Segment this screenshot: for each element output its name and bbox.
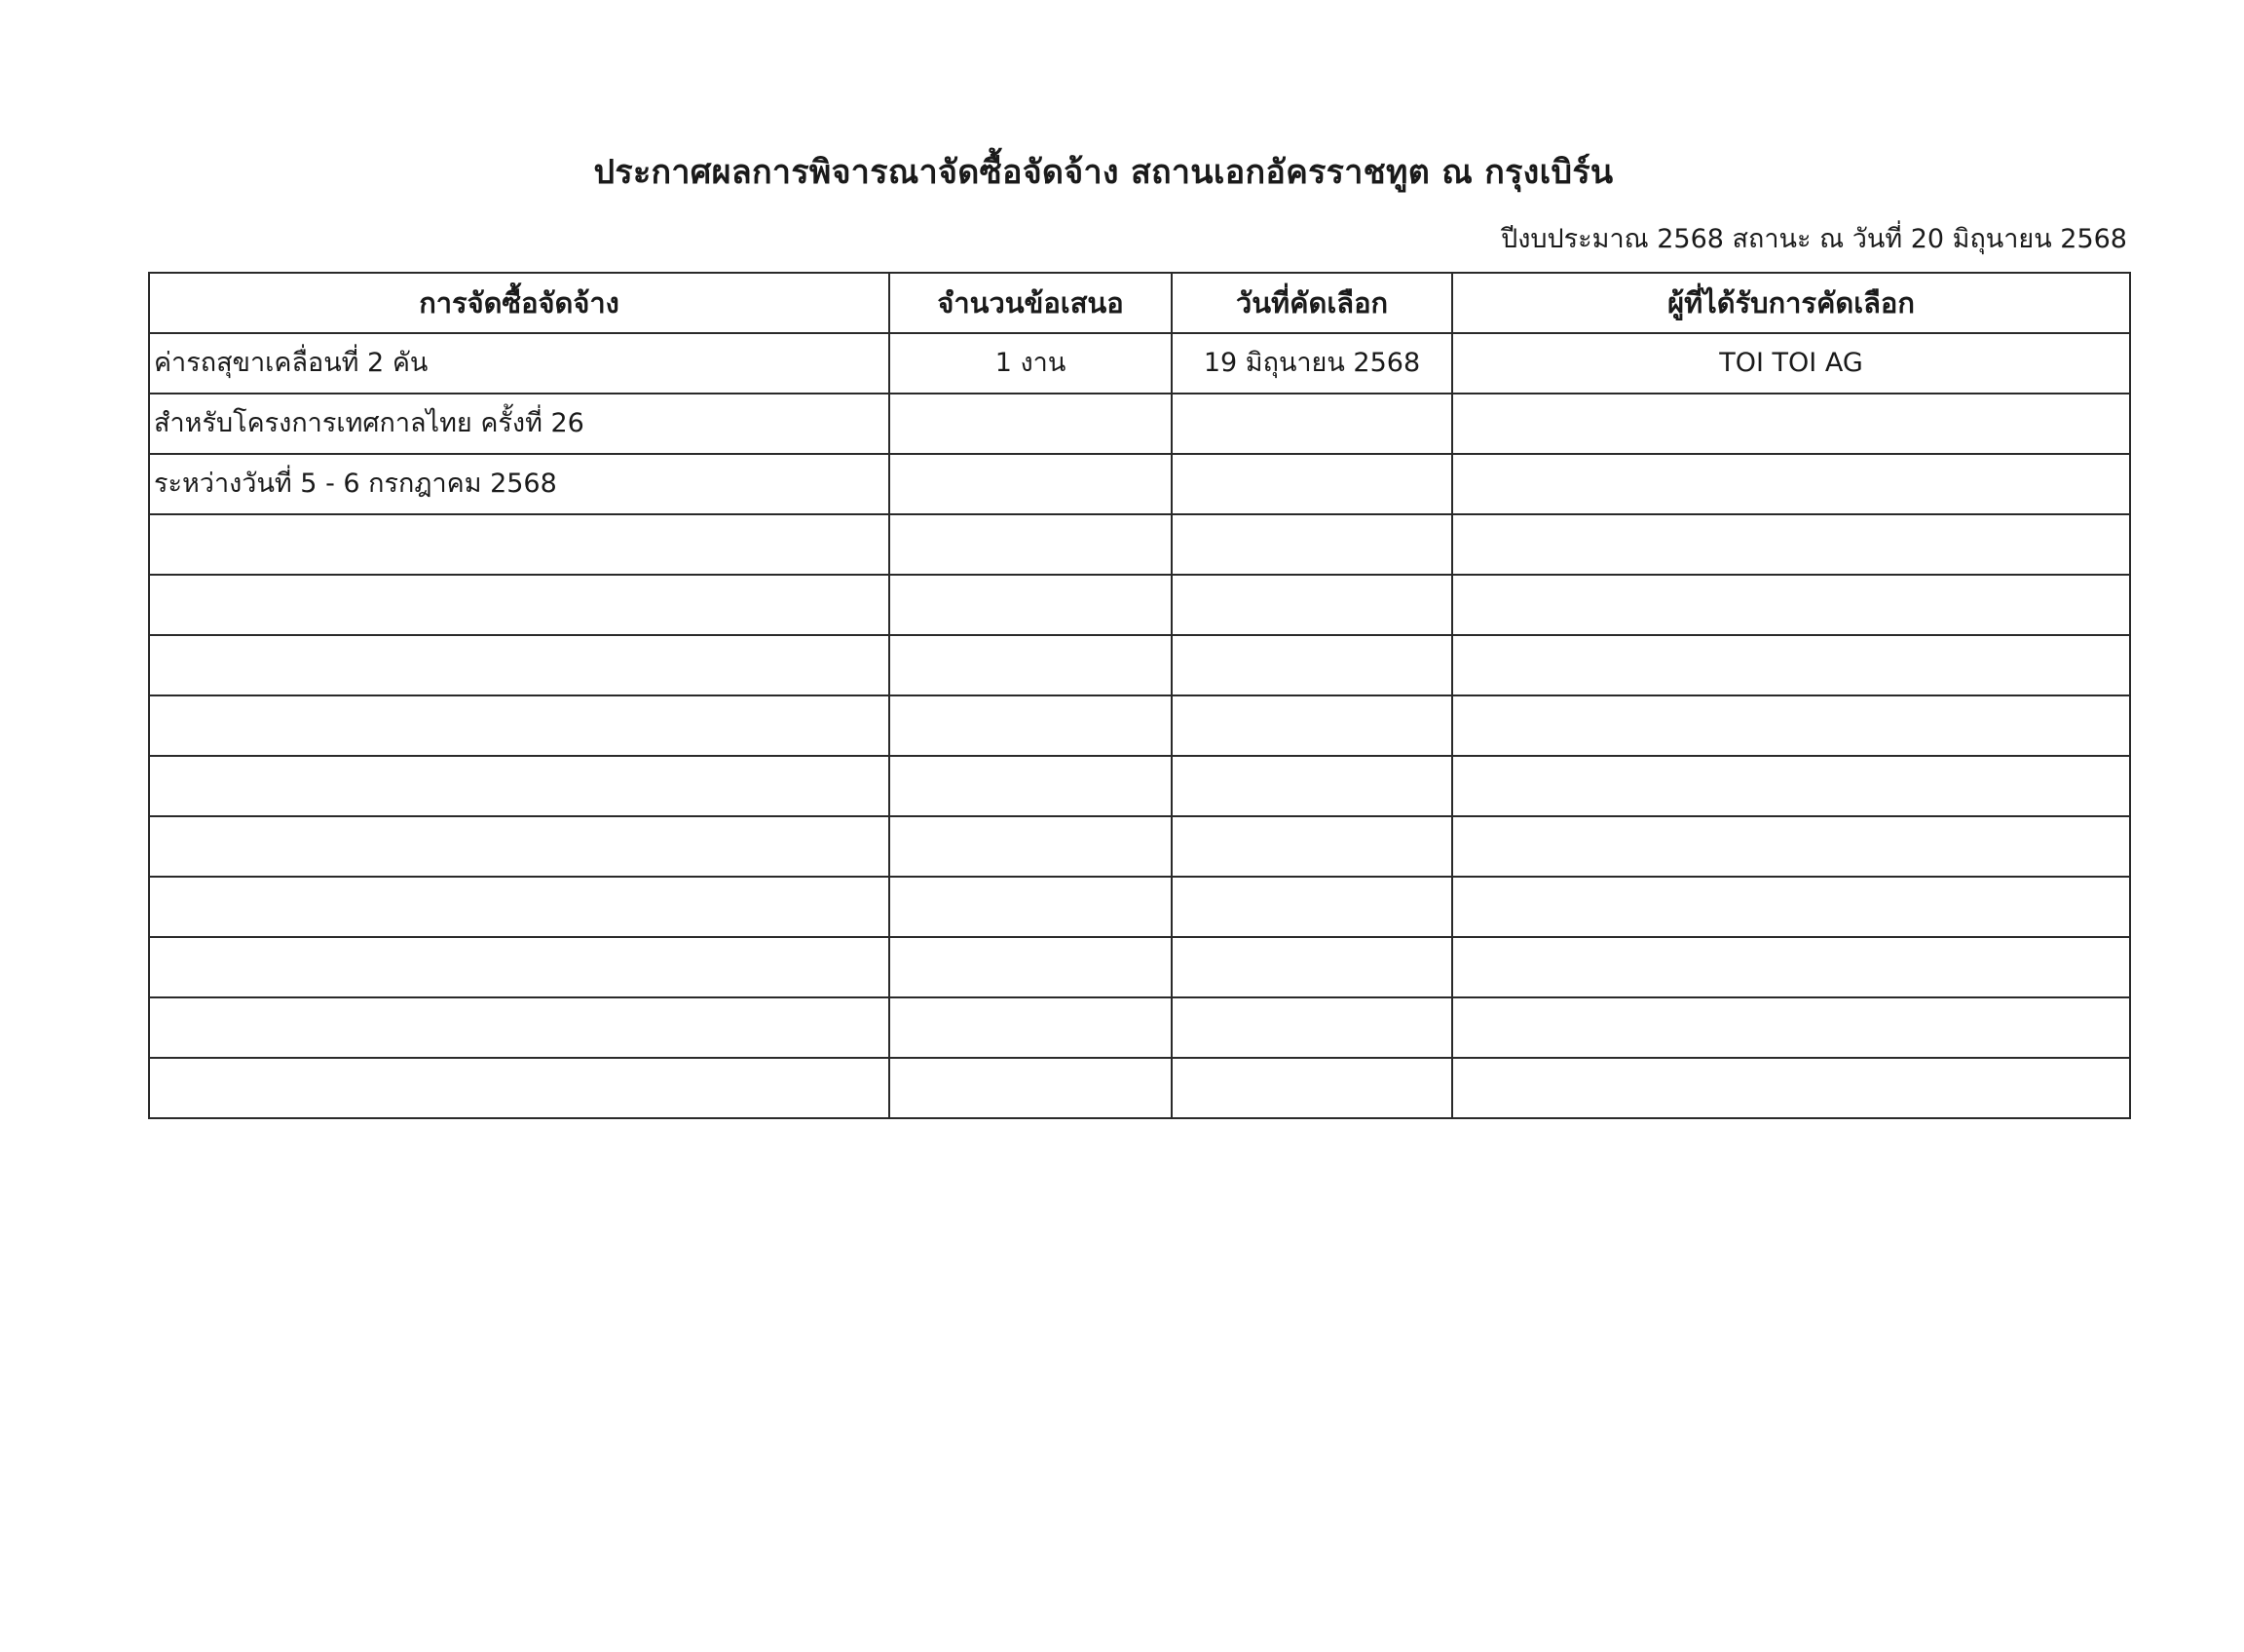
cell-procurement-item: ค่ารถสุขาเคลื่อนที่ 2 คัน [149, 333, 889, 394]
cell-number-of-offers [889, 635, 1172, 695]
cell-procurement-item [149, 695, 889, 756]
cell-number-of-offers: 1 งาน [889, 333, 1172, 394]
cell-procurement-item [149, 635, 889, 695]
cell-selection-date [1172, 1058, 1452, 1118]
table-row [149, 635, 2130, 695]
cell-selection-date [1172, 514, 1452, 575]
cell-number-of-offers [889, 756, 1172, 816]
cell-procurement-item [149, 756, 889, 816]
table-row [149, 454, 2130, 514]
cell-selected-vendor [1452, 454, 2130, 514]
cell-selection-date [1172, 695, 1452, 756]
cell-selected-vendor [1452, 635, 2130, 695]
document-title-text: ประกาศผลการพิจารณาจัดซื้อจัดจ้าง สถานเอกอัครราชทูต ณ กรุงเบิร์น [593, 153, 1614, 192]
cell-procurement-item [149, 937, 889, 997]
cell-procurement-item [149, 816, 889, 877]
cell-procurement-item [149, 575, 889, 635]
procurement-results-table [148, 272, 2131, 1119]
table-row [149, 575, 2130, 635]
table-row [149, 877, 2130, 937]
cell-number-of-offers [889, 937, 1172, 997]
header-selected-vendor: ผู้ที่ได้รับการคัดเลือก [1452, 273, 2130, 333]
cell-procurement-item: ระหว่างวันที่ 5 - 6 กรกฎาคม 2568 [149, 454, 889, 514]
table-row [149, 333, 2130, 394]
document-title [0, 148, 2244, 197]
cell-number-of-offers [889, 394, 1172, 454]
cell-number-of-offers [889, 454, 1172, 514]
cell-selected-vendor [1452, 816, 2130, 877]
document-subtitle: ปีงบประมาณ 2568 สถานะ ณ วันที่ 20 มิถุนายน 2568 [1501, 224, 2127, 254]
cell-selected-vendor [1452, 575, 2130, 635]
table-row [149, 1058, 2130, 1118]
cell-selection-date [1172, 877, 1452, 937]
cell-number-of-offers [889, 816, 1172, 877]
cell-selection-date [1172, 816, 1452, 877]
header-procurement-item: การจัดซื้อจัดจ้าง [149, 273, 889, 333]
cell-selected-vendor [1452, 937, 2130, 997]
cell-procurement-item [149, 1058, 889, 1118]
cell-number-of-offers [889, 514, 1172, 575]
cell-selection-date [1172, 635, 1452, 695]
table-header-row [149, 273, 2130, 333]
cell-procurement-item [149, 514, 889, 575]
cell-selected-vendor [1452, 514, 2130, 575]
cell-number-of-offers [889, 575, 1172, 635]
table-row [149, 816, 2130, 877]
cell-procurement-item: สำหรับโครงการเทศกาลไทย ครั้งที่ 26 [149, 394, 889, 454]
cell-number-of-offers [889, 1058, 1172, 1118]
cell-selected-vendor [1452, 695, 2130, 756]
cell-selection-date [1172, 575, 1452, 635]
cell-procurement-item [149, 997, 889, 1058]
header-number-of-offers: จำนวนข้อเสนอ [889, 273, 1172, 333]
table-row [149, 394, 2130, 454]
cell-number-of-offers [889, 877, 1172, 937]
header-selection-date: วันที่คัดเลือก [1172, 273, 1452, 333]
cell-selection-date [1172, 937, 1452, 997]
cell-selected-vendor [1452, 1058, 2130, 1118]
table-row [149, 937, 2130, 997]
cell-selected-vendor [1452, 877, 2130, 937]
cell-number-of-offers [889, 997, 1172, 1058]
cell-selection-date: 19 มิถุนายน 2568 [1172, 333, 1452, 394]
table-row [149, 997, 2130, 1058]
cell-selected-vendor: TOI TOI AG [1452, 333, 2130, 394]
cell-selected-vendor [1452, 394, 2130, 454]
cell-selection-date [1172, 756, 1452, 816]
cell-selected-vendor [1452, 756, 2130, 816]
table-body [149, 333, 2130, 1118]
table-row [149, 514, 2130, 575]
cell-number-of-offers [889, 695, 1172, 756]
table-row [149, 756, 2130, 816]
cell-selected-vendor [1452, 997, 2130, 1058]
cell-procurement-item [149, 877, 889, 937]
cell-selection-date [1172, 997, 1452, 1058]
cell-selection-date [1172, 394, 1452, 454]
cell-selection-date [1172, 454, 1452, 514]
table-row [149, 695, 2130, 756]
